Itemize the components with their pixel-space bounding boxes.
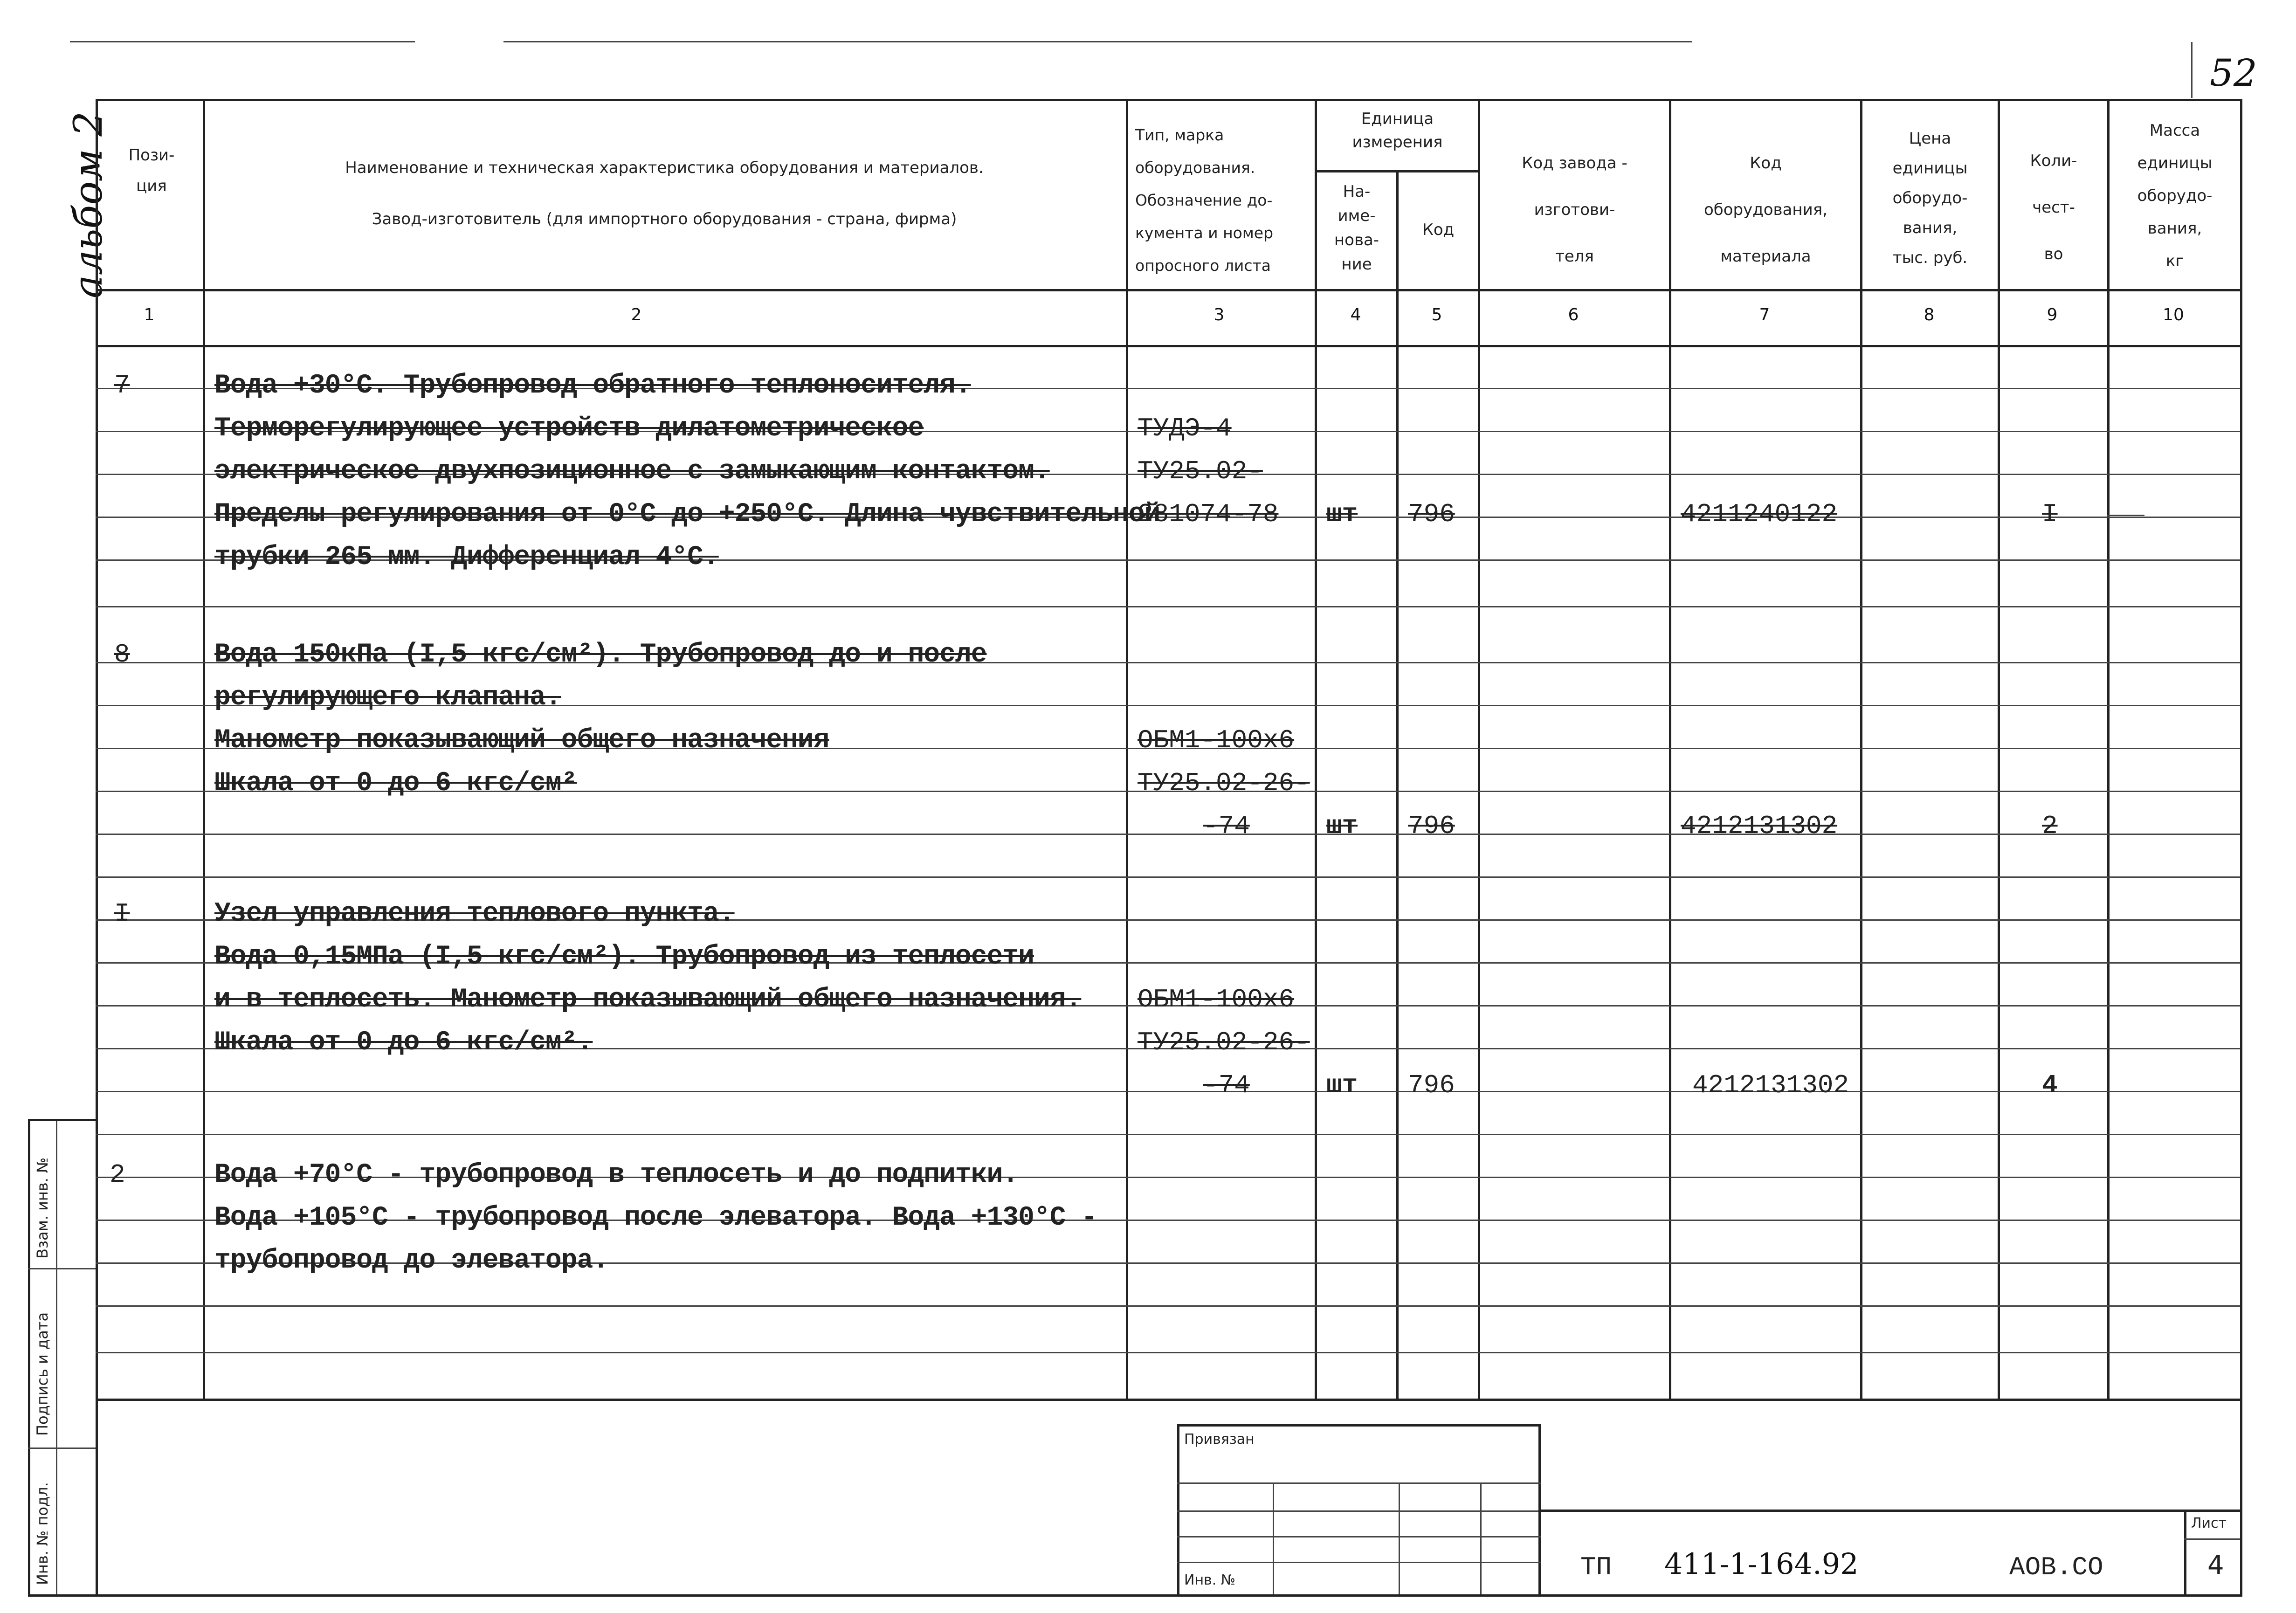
row-unit-code: 796: [1408, 1070, 1455, 1100]
colnum-7: 7: [1759, 305, 1770, 324]
header-col1: Пози- ция: [128, 146, 175, 195]
stamp-sheet-left: [2184, 1510, 2186, 1594]
row-unit-code: 796: [1408, 811, 1455, 841]
colnum-4: 4: [1350, 305, 1361, 324]
row-description-line: Вода 0,15МПа (I,5 кгс/см²). Трубопровод из теплосети: [214, 942, 1034, 972]
row-type-line: -74: [1203, 811, 1250, 841]
table-top-border: [96, 99, 2242, 101]
header-col2: Наименование и техническая характеристика оборудования и материалов. Завод-изготовитель (для импортного оборудования - страна, фирма): [345, 159, 984, 228]
row-description-line: Вода +105°С - трубопровод после элеватора. Вода +130°С -: [214, 1203, 1097, 1233]
row-description-line: Вода +70°С - трубопровод в теплосеть и до подпитки.: [214, 1160, 1019, 1190]
row-position: 7: [114, 371, 130, 400]
row-quantity: I: [2042, 499, 2058, 529]
row-type-line: ТУДЭ-4: [1138, 414, 1232, 443]
header-col9: Коли- чест- во: [2030, 152, 2077, 263]
row-position: 8: [114, 640, 130, 669]
row-line: [96, 1305, 2240, 1307]
row-description-line: Вода 150кПа (I,5 кгс/см²). Трубопровод до и после: [214, 640, 987, 670]
stamp-row: [1177, 1510, 1541, 1512]
row-type-line: 281074-78: [1138, 499, 1279, 529]
stamp-row: [1177, 1536, 1541, 1537]
margin-note: альбом 2: [65, 111, 111, 298]
header-unit-group: Единица измерения: [1352, 110, 1443, 152]
stamp-sheet-divider: [2184, 1538, 2242, 1540]
header-bottom-border: [96, 289, 2242, 291]
row-description-line: Терморегулирующее устройств дилатометрическое: [214, 414, 924, 444]
colnum-9: 9: [2047, 305, 2058, 324]
stamp-doc-code: АОВ.СО: [2009, 1552, 2103, 1582]
side-stamp-top: [28, 1119, 96, 1121]
colnum-2: 2: [631, 305, 642, 324]
stamp-right: [2240, 1399, 2242, 1594]
col-line-6: [1669, 99, 1671, 1399]
col-line-7: [1860, 99, 1862, 1399]
row-type-line: ОБМ1-100х6: [1138, 985, 1295, 1014]
stamp-sheet-label: Лист: [2191, 1515, 2227, 1531]
stamp-col: [1273, 1482, 1274, 1594]
row-line: [96, 834, 2240, 835]
stamp-col: [1480, 1482, 1482, 1594]
colnum-10: 10: [2163, 305, 2184, 324]
row-description-line: Шкала от 0 до 6 кгс/см².: [214, 1027, 593, 1058]
row-line: [96, 1091, 2240, 1092]
header-col10: Масса единицы оборудо- вания, кг: [2137, 121, 2213, 270]
header-col6: Код завода - изготови- теля: [1522, 154, 1627, 266]
row-unit-name: шт: [1326, 811, 1358, 841]
stamp-top: [1177, 1424, 1541, 1427]
row-position: I: [114, 899, 130, 929]
row-description-line: Пределы регулирования от 0°С до +250°С. Длина чувствительной: [214, 499, 1160, 530]
row-description-line: Шкала от 0 до 6 кгс/см²: [214, 768, 577, 799]
side-stamp-divider: [56, 1119, 57, 1595]
row-line: [96, 1352, 2240, 1353]
stamp-col: [1399, 1482, 1400, 1594]
colnum-1: 1: [144, 305, 155, 324]
stamp-privyazan: Привязан: [1184, 1431, 1255, 1448]
row-unit-name: шт: [1326, 1070, 1358, 1100]
header-col5: Код: [1422, 221, 1455, 239]
row-description-line: регулирующего клапана.: [214, 682, 561, 713]
row-line: [96, 1134, 2240, 1135]
row-position: 2: [110, 1160, 125, 1190]
row-unit-code: 796: [1408, 499, 1455, 529]
row-quantity: 4: [2042, 1070, 2058, 1100]
stamp-sheet-number: 4: [2207, 1550, 2224, 1580]
header-col7: Код оборудования, материала: [1703, 154, 1828, 266]
header-col3: Тип, марка оборудования. Обозначение до- кумента и номер опросного листа: [1135, 126, 1274, 275]
side-label-inv-podl: Инв. № подл.: [34, 1482, 51, 1585]
row-type-line: ТУ25.02-: [1138, 456, 1263, 486]
row-type-line: ТУ25.02-26-: [1138, 1027, 1310, 1057]
stray-mark: [2107, 515, 2144, 516]
side-label-podpis: Подпись и дата: [34, 1312, 51, 1436]
colnum-bottom-border: [96, 345, 2242, 347]
row-description-line: и в теплосеть. Манометр показывающий общего назначения.: [214, 985, 1082, 1015]
row-equipment-code: 4212131302: [1692, 1070, 1849, 1100]
row-description-line: Манометр показывающий общего назначения: [214, 725, 829, 756]
top-scan-line: [503, 41, 1692, 42]
row-description-line: трубопровод до элеватора.: [214, 1246, 609, 1276]
colnum-3: 3: [1214, 305, 1225, 324]
row-line: [96, 606, 2240, 607]
page-number: 52: [2210, 51, 2257, 95]
stamp-title-top: [1538, 1510, 2242, 1512]
col-line-9: [2107, 99, 2110, 1399]
colnum-6: 6: [1568, 305, 1579, 324]
stamp-inv-no: Инв. №: [1184, 1572, 1236, 1588]
col-line-5: [1478, 99, 1480, 1399]
col-line-4: [1396, 170, 1399, 1399]
page-bottom-border: [96, 1594, 2242, 1597]
col-line-3: [1315, 99, 1317, 1399]
colnum-5: 5: [1431, 305, 1442, 324]
row-description-line: трубки 265 мм. Дифференциал 4°С.: [214, 542, 719, 572]
stamp-row: [1177, 1562, 1541, 1563]
row-equipment-code: 4211240122: [1681, 499, 1838, 529]
header-col4: На- име- нова- ние: [1334, 182, 1379, 274]
row-type-line: ТУ25.02-26-: [1138, 768, 1310, 798]
row-equipment-code: 4212131302: [1681, 811, 1838, 841]
side-label-vzam: Взам. инв. №: [34, 1157, 51, 1259]
top-scan-line: [70, 41, 415, 42]
table-bottom-border: [96, 1399, 2242, 1401]
page-number-mark: [2191, 42, 2193, 98]
col-line-10: [2240, 99, 2242, 1399]
stamp-row: [1177, 1482, 1541, 1484]
side-stamp-bottom: [28, 1594, 98, 1597]
row-description-line: электрическое двухпозиционное с замыкающим контактом.: [214, 456, 1050, 487]
row-type-line: -74: [1203, 1070, 1250, 1100]
col-line-8: [1998, 99, 2000, 1399]
side-stamp-line: [28, 1268, 96, 1269]
stamp-project: ТП: [1580, 1552, 1612, 1582]
col-line-1: [203, 99, 205, 1399]
row-description-line: Вода +30°С. Трубопровод обратного теплоносителя.: [214, 371, 971, 401]
header-col8: Цена единицы оборудо- вания, тыс. руб.: [1892, 129, 1968, 267]
col-line-2: [1126, 99, 1128, 1399]
stamp-left: [1177, 1424, 1179, 1594]
row-unit-name: шт: [1326, 499, 1358, 529]
row-description-line: Узел управления теплового пункта.: [214, 899, 735, 929]
side-stamp-border: [28, 1119, 30, 1595]
side-stamp-line: [28, 1448, 96, 1449]
row-line: [96, 876, 2240, 878]
stamp-project-number: 411-1-164.92: [1664, 1547, 1859, 1581]
colnum-8: 8: [1924, 305, 1935, 324]
row-quantity: 2: [2042, 811, 2058, 841]
col-line-0: [96, 99, 98, 1595]
row-type-line: ОБМ1-100х6: [1138, 725, 1295, 755]
